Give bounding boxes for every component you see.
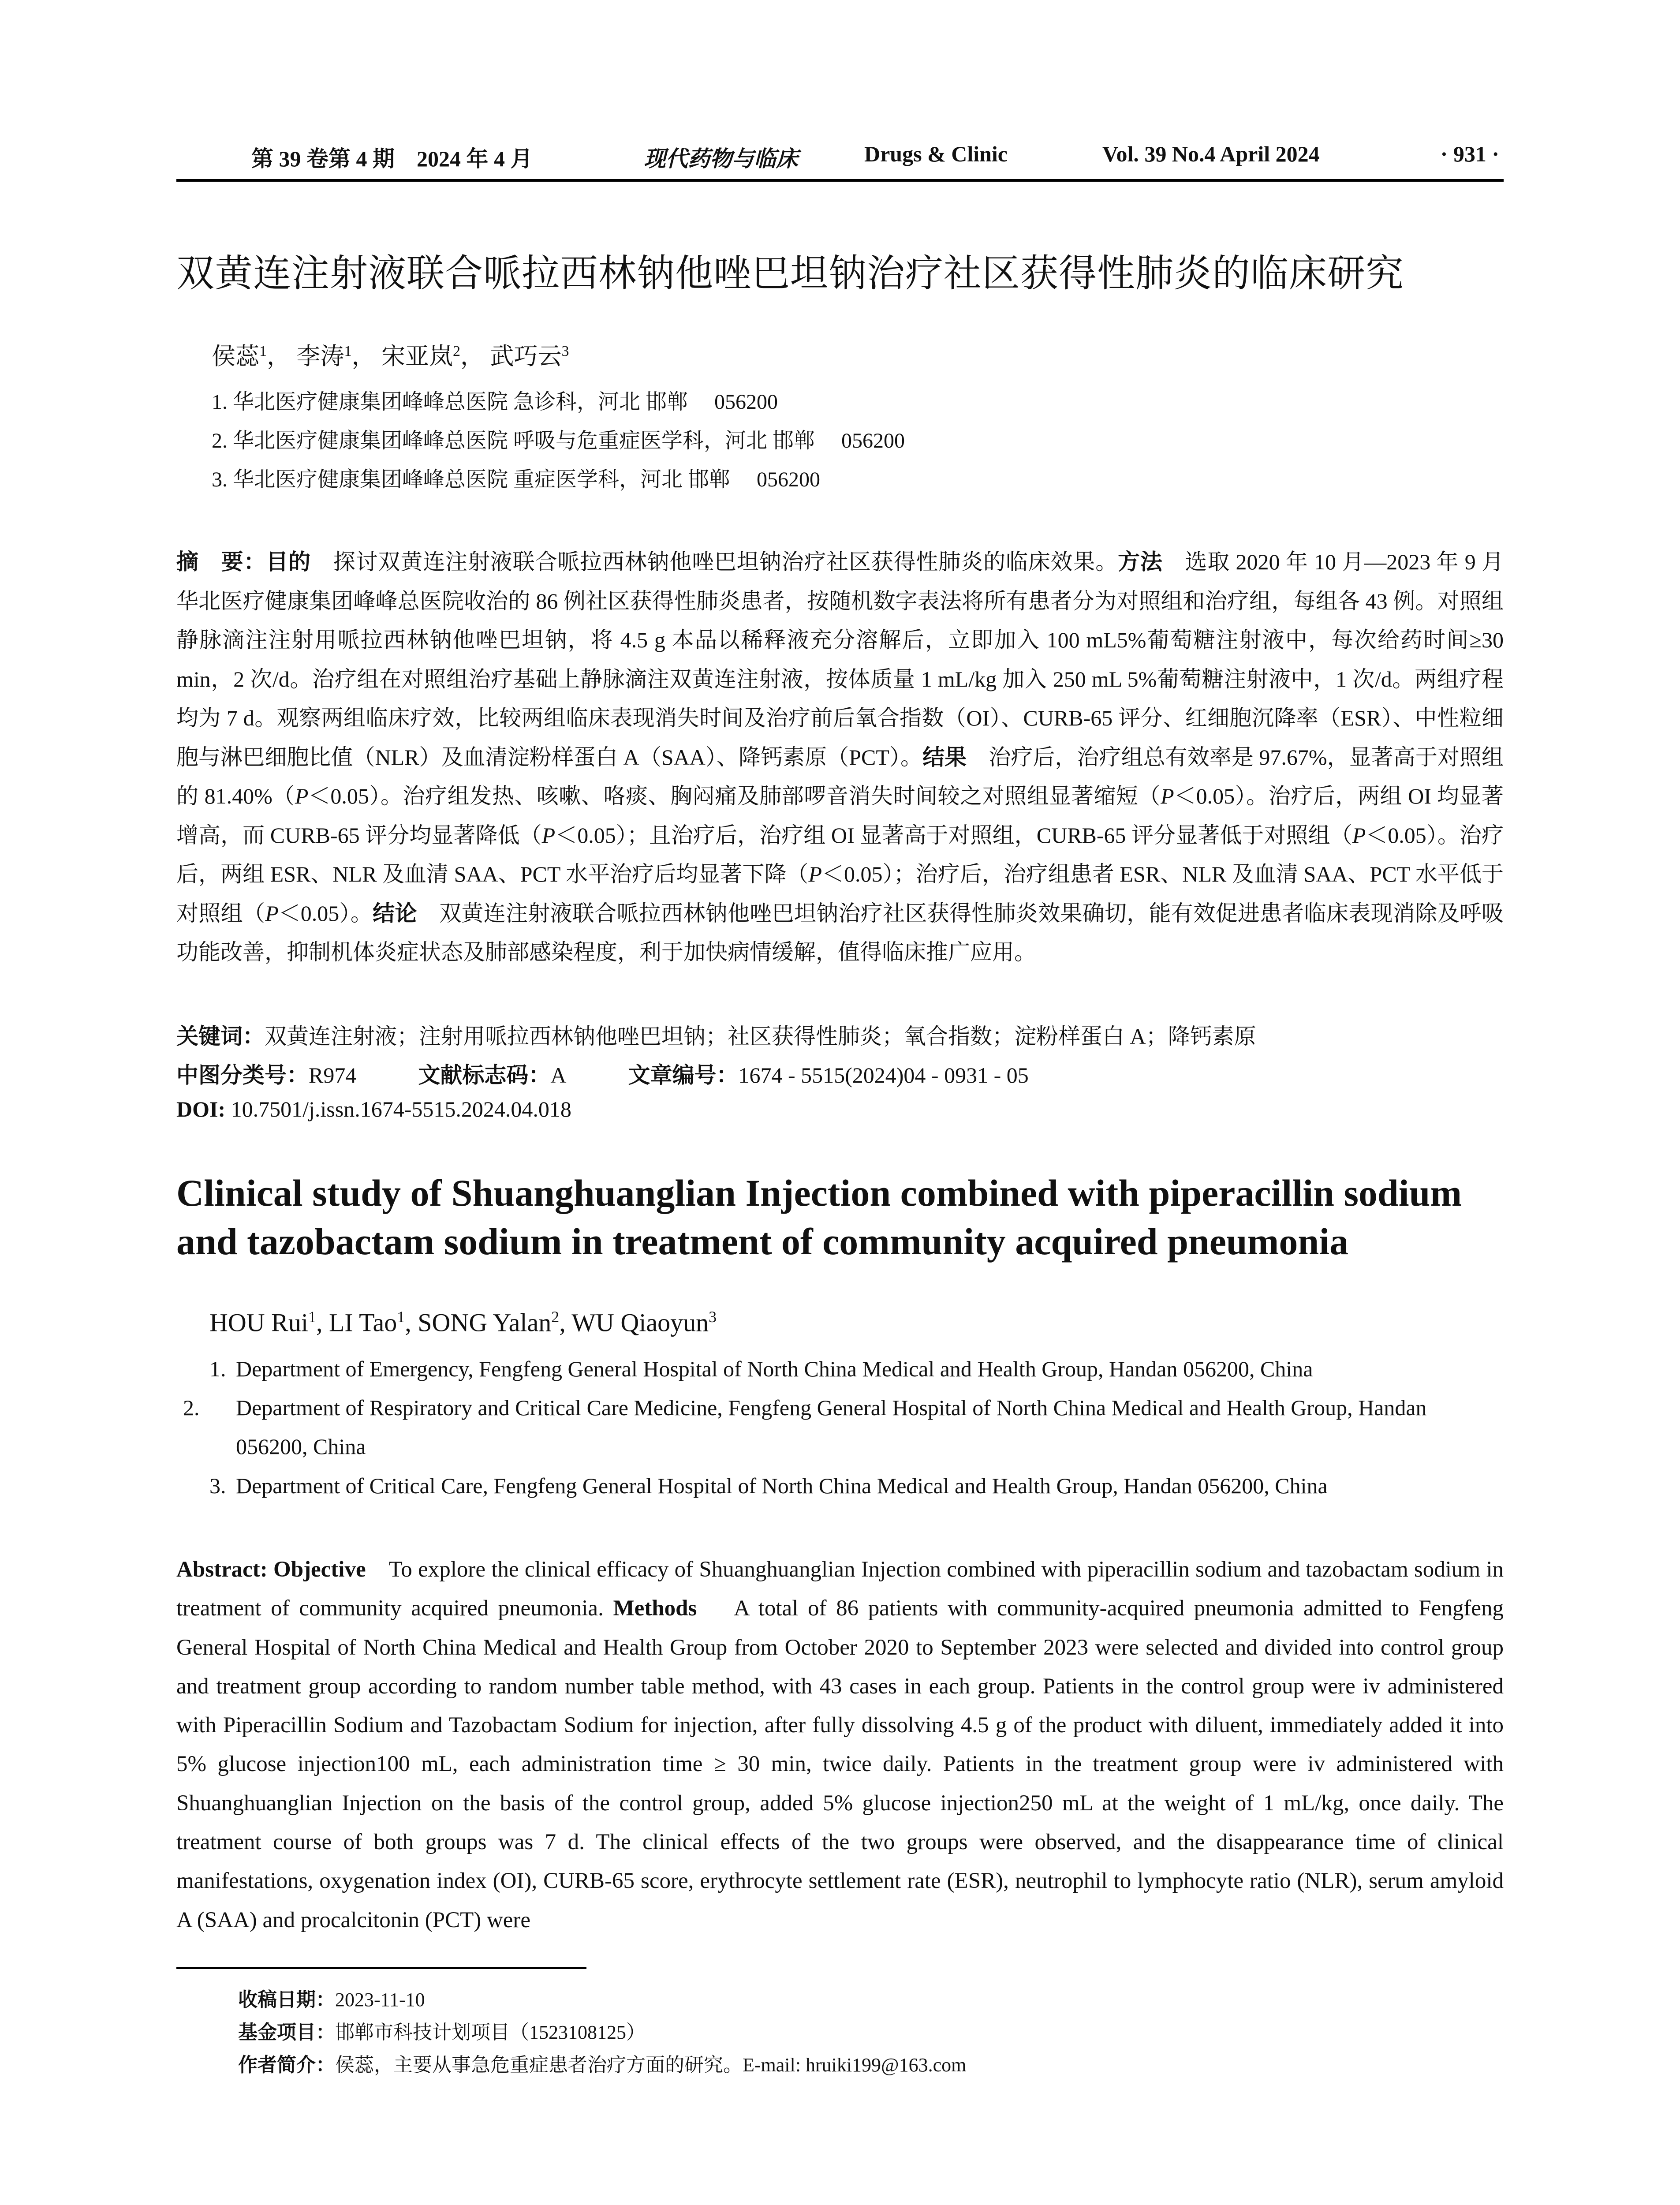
abstract-en bbox=[176, 1550, 1504, 1940]
results-cn: ＜0.05）。治疗组发热、咳嗽、咯痰、胸闷痛及肺部啰音消失时间较之对照组显著缩短（ bbox=[308, 784, 1161, 808]
affiliation-zip: 056200 bbox=[714, 390, 778, 414]
affiliation-en bbox=[209, 1349, 1504, 1388]
abstract-cn-label: 摘 要： bbox=[176, 549, 266, 575]
p-value-symbol: P bbox=[1352, 822, 1366, 848]
affiliation-cn bbox=[212, 385, 778, 415]
header-issue: 第 39 卷第 4 期 2024 年 4 月 bbox=[251, 146, 533, 171]
clc-label: 中图分类号： bbox=[176, 1062, 309, 1088]
title-en: Clinical study of Shuanghuanglian Injection combined with piperacillin sodium and tazobactam sodium in treatment of community acquired pneumonia bbox=[176, 1172, 1462, 1263]
objective-cn: 探讨双黄连注射液联合哌拉西林钠他唑巴坦钠治疗社区获得性肺炎的临床效果。 bbox=[333, 549, 1118, 574]
author-sup: 1 bbox=[397, 1308, 405, 1326]
clc-value: R974 bbox=[309, 1063, 357, 1088]
keywords-value: 双黄连注射液；注射用哌拉西林钠他唑巴坦钠；社区获得性肺炎；氧合指数；淀粉样蛋白 A；降钙素原 bbox=[265, 1024, 1256, 1049]
author-cn: 武巧云 bbox=[490, 343, 562, 370]
conclusion-cn: 双黄连注射液联合哌拉西林钠他唑巴坦钠治疗社区获得性肺炎效果确切，能有效促进患者临床表现消除及呼吸功能改善，抑制机体炎症状态及肺部感染程度，利于加快病情缓解，值得临床推广应用。 bbox=[176, 901, 1504, 964]
affiliation-zip: 056200 bbox=[757, 468, 821, 491]
bio-value: 侯蕊，主要从事急危重症患者治疗方面的研究。E-mail: hruiki199@163.com bbox=[335, 2054, 967, 2076]
results-label-cn: 结果 bbox=[922, 744, 967, 770]
footnote-fund bbox=[238, 2016, 646, 2044]
affiliation-number: 3. bbox=[209, 1473, 226, 1498]
title-cn: 双黄连注射液联合哌拉西林钠他唑巴坦钠治疗社区获得性肺炎的临床研究 bbox=[176, 251, 1404, 295]
received-date: 2023-11-10 bbox=[335, 1989, 425, 2011]
doi-value: 10.7501/j.issn.1674-5515.2024.04.018 bbox=[231, 1097, 571, 1121]
author-sup: 1 bbox=[259, 343, 267, 359]
methods-cn: 选取 2020 年 10 月—2023 年 9 月华北医疗健康集团峰峰总医院收治的 86 例社区获得性肺炎患者，按随机数字表法将所有患者分为对照组和治疗组，每组各 43 例。对照组静脉滴注注射用哌拉西林钠他唑巴坦钠，将 4.5 g 本品以稀释液充分溶解后，立即加入 100 mL5%葡萄糖注射液中，每次给药时间≥30 min，2 次/d。治疗组在对照组治疗基础上静脉滴注双黄连注射液，按体质量 1 mL/kg 加入 250 mL 5%葡萄糖注射液中，1 次/d。两组疗程均为 7 d。观察两组临床疗效，比较两组临床表现消失时间及治疗前后氧合指数（OI）、CURB-65 评分、红细胞沉降率（ESR）、中性粒细胞与淋巴细胞比值（NLR）及血清淀粉样蛋白 A（SAA）、降钙素原（PCT）。 bbox=[176, 549, 1504, 770]
affiliation-cn bbox=[212, 462, 820, 493]
affiliation-text: Department of Emergency, Fengfeng General Hospital of North China Medical and Health Group, Handan 056200, China bbox=[236, 1357, 1313, 1381]
affiliation-number: 2. bbox=[183, 1395, 200, 1420]
fund-label: 基金项目： bbox=[238, 2021, 335, 2044]
results-cn: ＜0.05）。治疗后，两组 ESR、NLR 及血清 SAA、PCT 水平治疗后均显著下降（ bbox=[176, 822, 1504, 886]
author-sup: 3 bbox=[709, 1308, 717, 1326]
p-value-symbol: P bbox=[1161, 784, 1174, 808]
results-cn: ＜0.05）。治疗后，两组 OI 均显著增高，而 CURB-65 评分均显著降低（ bbox=[176, 784, 1504, 848]
affiliation-text: 3. 华北医疗健康集团峰峰总医院 重症医学科，河北 邯郸 bbox=[212, 468, 731, 491]
received-label: 收稿日期： bbox=[238, 1988, 335, 2011]
authors-cn: 侯蕊$^1$， 李涛$^1$， 宋亚岚$^2$， 武巧云$^3$ bbox=[212, 343, 569, 370]
footnote-author-bio bbox=[238, 2049, 966, 2077]
header-volume: Vol. 39 No.4 April 2024 bbox=[1102, 142, 1320, 166]
doc-code-value: A bbox=[550, 1063, 567, 1088]
author-cn: 李涛 bbox=[296, 343, 344, 370]
footnote-received bbox=[238, 1984, 425, 2012]
p-value-symbol: P bbox=[808, 862, 822, 886]
doc-code-label: 文献标志码： bbox=[418, 1062, 551, 1088]
author-en: WU Qiaoyun bbox=[571, 1308, 709, 1337]
objective-en: To explore the clinical efficacy of Shuanghuanglian Injection combined with piperacillin sodium and tazobactam sodium in treatment of community acquired pneumonia. bbox=[176, 1557, 1504, 1621]
abstract-cn bbox=[176, 542, 1504, 972]
methods-label-en: Methods bbox=[613, 1596, 697, 1621]
footnote-rule bbox=[176, 1967, 586, 1969]
author-sup: 1 bbox=[344, 343, 352, 359]
author-sup: 3 bbox=[561, 343, 569, 359]
author-sup: 2 bbox=[551, 1308, 560, 1326]
affiliation-en bbox=[209, 1466, 1504, 1505]
abstract-en-label: Abstract: bbox=[176, 1557, 268, 1582]
methods-en: A total of 86 patients with community-acquired pneumonia admitted to Fengfeng General Hospital of North China Medical and Health Group from October 2020 to September 2023 were selected and divided into control group and treatment group according to random number table method, with 43 cases in each group. Patients in the control group were iv administered with Piperacillin Sodium and Tazobactam Sodium for injection, after fully dissolving 4.5 g of the product with diluent, immediately added it into 5% glucose injection100 mL, each administration time ≥ 30 min, twice daily. Patients in the treatment group were iv administered with Shuanghuanglian Injection on the basis of the control group, added 5% glucose injection250 mL at the weight of 1 mL/kg, once daily. The treatment course of both groups was 7 d. The clinical effects of the two groups were observed, and the disappearance time of clinical manifestations, oxygenation index (OI), CURB-65 score, erythrocyte settlement rate (ESR), neutrophil to lymphocyte ratio (NLR), serum amyloid A (SAA) and procalcitonin (PCT) were bbox=[176, 1596, 1504, 1932]
article-number-value: 1674 - 5515(2024)04 - 0931 - 05 bbox=[738, 1063, 1029, 1088]
p-value-symbol: P bbox=[295, 784, 309, 808]
header-journal-en: Drugs & Clinic bbox=[864, 142, 1008, 166]
results-cn: ＜0.05）；治疗后，治疗组患者 ESR、NLR 及血清 SAA、PCT 水平低于对照组（ bbox=[176, 862, 1504, 926]
results-cn: 治疗后，治疗组总有效率是 97.67%，显著高于对照组的 81.40%（ bbox=[176, 744, 1504, 808]
objective-label-en: Objective bbox=[273, 1557, 366, 1582]
author-sup: 2 bbox=[453, 343, 460, 359]
doi-line bbox=[176, 1096, 571, 1122]
affiliation-text: Department of Critical Care, Fengfeng General Hospital of North China Medical and Health Group, Handan 056200, China bbox=[236, 1473, 1328, 1498]
affiliation-text: Department of Respiratory and Critical Care Medicine, Fengfeng General Hospital of North China Medical and Health Group, Handan 056200, China bbox=[236, 1395, 1427, 1459]
doi-label: DOI: bbox=[176, 1097, 226, 1121]
affiliation-text: 2. 华北医疗健康集团峰峰总医院 呼吸与危重症医学科，河北 邯郸 bbox=[212, 429, 815, 452]
affiliation-number: 1. bbox=[209, 1357, 226, 1381]
p-value-symbol: P bbox=[265, 901, 279, 926]
author-cn: 侯蕊 bbox=[212, 343, 259, 370]
affiliation-zip: 056200 bbox=[841, 429, 905, 452]
author-en: HOU Rui bbox=[209, 1308, 308, 1337]
running-header bbox=[176, 139, 1504, 182]
results-cn: ＜0.05）；且治疗后，治疗组 OI 显著高于对照组，CURB-65 评分显著低于对照组（ bbox=[555, 822, 1352, 848]
keywords-label: 关键词： bbox=[176, 1024, 265, 1049]
article-number-label: 文章编号： bbox=[628, 1062, 739, 1088]
methods-label-cn: 方法 bbox=[1118, 549, 1163, 575]
conclusion-label-cn: 结论 bbox=[373, 900, 417, 926]
p-value-symbol: P bbox=[541, 822, 556, 848]
results-cn: ＜0.05）。 bbox=[278, 901, 373, 926]
author-en: LI Tao bbox=[329, 1308, 397, 1337]
author-cn: 宋亚岚 bbox=[381, 343, 453, 370]
affiliation-text: 1. 华北医疗健康集团峰峰总医院 急诊科，河北 邯郸 bbox=[212, 390, 688, 414]
header-page-number: · 931 · bbox=[1440, 142, 1499, 166]
fund-value: 邯郸市科技计划项目（1523108125） bbox=[335, 2022, 646, 2043]
bio-label: 作者简介： bbox=[238, 2054, 335, 2076]
header-journal-cn: 现代药物与临床 bbox=[644, 146, 798, 171]
author-sup: 1 bbox=[308, 1308, 316, 1326]
classification-line bbox=[176, 1058, 1029, 1089]
affiliation-cn bbox=[212, 423, 905, 454]
affiliation-en bbox=[183, 1388, 1504, 1466]
keywords-cn bbox=[176, 1019, 1256, 1050]
authors-en: HOU Rui$^1$, LI Tao$^1$, SONG Yalan$^2$, WU Qiaoyun$^3$ bbox=[209, 1308, 717, 1337]
objective-label-cn: 目的 bbox=[266, 549, 311, 575]
author-en: SONG Yalan bbox=[418, 1308, 552, 1337]
